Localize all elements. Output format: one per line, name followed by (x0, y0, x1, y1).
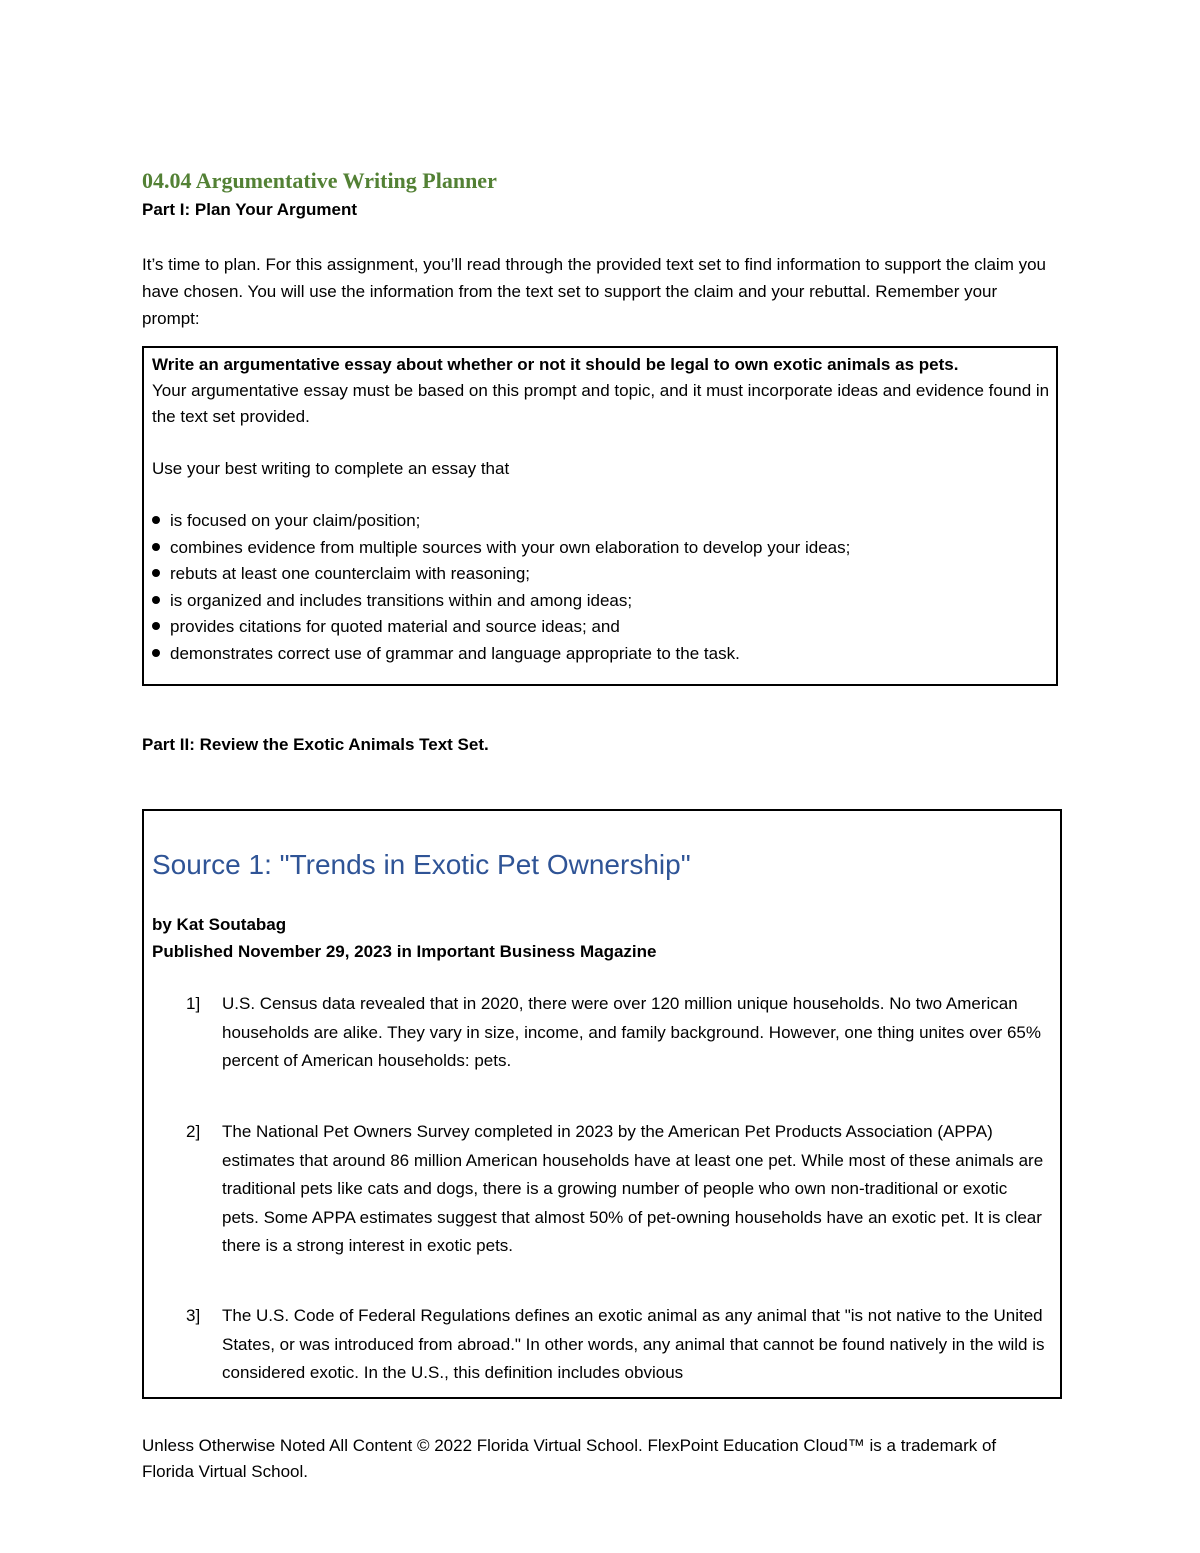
prompt-spacer (152, 430, 1052, 456)
source-title: Source 1: "Trends in Exotic Pet Ownership" (152, 849, 691, 880)
page-title: 04.04 Argumentative Writing Planner (142, 168, 497, 193)
bullet-icon (152, 569, 160, 577)
prompt-content (152, 352, 1052, 667)
bullet-item (152, 561, 1052, 588)
paragraph-text: The National Pet Owners Survey completed in 2023 by the American Pet Products Association (APPA) estimates that around 86 million American households have at least one pet. While most of these animals are traditional pets like cats and dogs, there is a growing number of people who own non-traditional or exotic pets. Some APPA estimates suggest that almost 50% of pet-owning households have an exotic pet. It is clear there is a strong interest in exotic pets. (222, 1122, 1044, 1255)
bullet-text: combines evidence from multiple sources with your own elaboration to develop your ideas; (170, 537, 851, 557)
footer-copyright: Unless Otherwise Noted All Content © 2022 Florida Virtual School. FlexPoint Education Cloud™ is a trademark of Florida Virtual School. (142, 1436, 997, 1481)
bullet-text: demonstrates correct use of grammar and language appropriate to the task. (170, 643, 740, 663)
bullet-item (152, 641, 1052, 668)
prompt-description: Your argumentative essay must be based on this prompt and topic, and it must incorporate ideas and evidence found in the text set provided. (152, 381, 1050, 426)
prompt-spacer (152, 482, 1052, 508)
bullet-text: rebuts at least one counterclaim with reasoning; (170, 564, 531, 583)
intro-paragraph: It’s time to plan. For this assignment, you’ll read through the provided text set to find information to support the claim you have chosen. You will use the information from the text set to support the claim and your rebuttal. Remember your prompt: (142, 255, 1046, 328)
prompt-bullet-list (152, 508, 1052, 667)
bullet-text: is organized and includes transitions within and among ideas; (170, 590, 633, 610)
bullet-item (152, 535, 1052, 562)
bullet-icon (152, 622, 160, 630)
bullet-text: provides citations for quoted material and source ideas; and (170, 617, 620, 636)
source-paragraph (186, 1302, 1048, 1388)
prompt-box (142, 346, 1058, 686)
bullet-item (152, 588, 1052, 615)
paragraph-number: 1] (186, 994, 201, 1013)
source-published: Published November 29, 2023 in Important Business Magazine (152, 942, 657, 961)
source-paragraph (186, 990, 1048, 1076)
bullet-icon (152, 543, 160, 551)
paragraph-number: 2] (186, 1122, 201, 1141)
paragraph-number: 3] (186, 1306, 201, 1325)
bullet-item (152, 508, 1052, 535)
prompt-bold-line: Write an argumentative essay about whether or not it should be legal to own exotic animals as pets. (152, 355, 959, 374)
paragraph-text: The U.S. Code of Federal Regulations defines an exotic animal as any animal that "is not native to the United States, or was introduced from abroad." In other words, any animal that cannot be found natively in the wild is considered exotic. In the U.S., this definition includes obvious (222, 1306, 1045, 1382)
part1-heading: Part I: Plan Your Argument (142, 200, 358, 219)
bullet-icon (152, 596, 160, 604)
paragraph-text: U.S. Census data revealed that in 2020, there were over 120 million unique households. No two American households are alike. They vary in size, income, and family background. However, one thing unites over 65% percent of American households: pets. (222, 994, 1041, 1070)
part2-heading: Part II: Review the Exotic Animals Text Set. (142, 735, 489, 754)
bullet-icon (152, 516, 160, 524)
source-paragraph (186, 1118, 1048, 1261)
bullet-item (152, 614, 1052, 641)
bullet-icon (152, 649, 160, 657)
source-box (142, 809, 1062, 1399)
prompt-instruction: Use your best writing to complete an essay that (152, 459, 510, 478)
source-author: by Kat Soutabag (152, 915, 287, 934)
bullet-text: is focused on your claim/position; (170, 511, 421, 530)
